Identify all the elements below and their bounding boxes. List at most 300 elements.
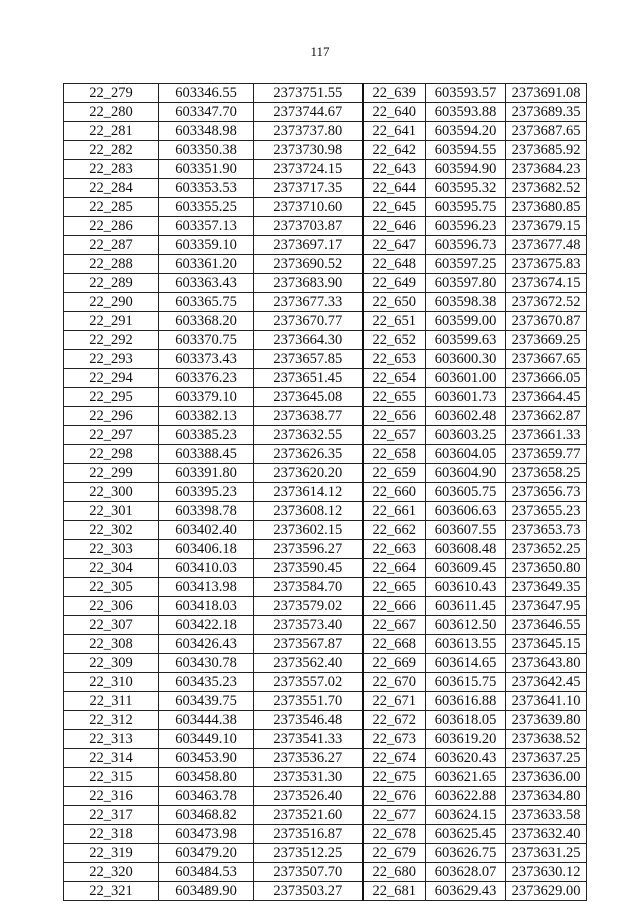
y-coordinate-cell: 2373634.80 bbox=[506, 787, 587, 806]
table-row bbox=[64, 882, 587, 901]
table-row bbox=[64, 388, 587, 407]
point-id-cell: 22_666 bbox=[363, 597, 426, 616]
y-coordinate-cell: 2373666.05 bbox=[506, 369, 587, 388]
x-coordinate-cell: 603359.10 bbox=[159, 236, 254, 255]
point-id-cell: 22_302 bbox=[64, 521, 159, 540]
x-coordinate-cell: 603597.80 bbox=[426, 274, 506, 293]
point-id-cell: 22_303 bbox=[64, 540, 159, 559]
x-coordinate-cell: 603373.43 bbox=[159, 350, 254, 369]
point-id-cell: 22_674 bbox=[363, 749, 426, 768]
y-coordinate-cell: 2373567.87 bbox=[254, 635, 363, 654]
y-coordinate-cell: 2373653.73 bbox=[506, 521, 587, 540]
y-coordinate-cell: 2373630.12 bbox=[506, 863, 587, 882]
point-id-cell: 22_308 bbox=[64, 635, 159, 654]
point-id-cell: 22_300 bbox=[64, 483, 159, 502]
x-coordinate-cell: 603370.75 bbox=[159, 331, 254, 350]
point-id-cell: 22_306 bbox=[64, 597, 159, 616]
point-id-cell: 22_664 bbox=[363, 559, 426, 578]
x-coordinate-cell: 603363.43 bbox=[159, 274, 254, 293]
point-id-cell: 22_678 bbox=[363, 825, 426, 844]
x-coordinate-cell: 603361.20 bbox=[159, 255, 254, 274]
x-coordinate-cell: 603615.75 bbox=[426, 673, 506, 692]
point-id-cell: 22_660 bbox=[363, 483, 426, 502]
y-coordinate-cell: 2373516.87 bbox=[254, 825, 363, 844]
y-coordinate-cell: 2373526.40 bbox=[254, 787, 363, 806]
page-number: 117 bbox=[310, 44, 330, 59]
coordinate-table-body bbox=[64, 84, 587, 901]
point-id-cell: 22_282 bbox=[64, 141, 159, 160]
point-id-cell: 22_288 bbox=[64, 255, 159, 274]
y-coordinate-cell: 2373646.55 bbox=[506, 616, 587, 635]
y-coordinate-cell: 2373637.25 bbox=[506, 749, 587, 768]
y-coordinate-cell: 2373680.85 bbox=[506, 198, 587, 217]
table-row bbox=[64, 711, 587, 730]
y-coordinate-cell: 2373642.45 bbox=[506, 673, 587, 692]
y-coordinate-cell: 2373631.25 bbox=[506, 844, 587, 863]
x-coordinate-cell: 603489.90 bbox=[159, 882, 254, 901]
x-coordinate-cell: 603620.43 bbox=[426, 749, 506, 768]
x-coordinate-cell: 603599.00 bbox=[426, 312, 506, 331]
y-coordinate-cell: 2373645.08 bbox=[254, 388, 363, 407]
y-coordinate-cell: 2373590.45 bbox=[254, 559, 363, 578]
point-id-cell: 22_647 bbox=[363, 236, 426, 255]
table-row bbox=[64, 293, 587, 312]
point-id-cell: 22_321 bbox=[64, 882, 159, 901]
x-coordinate-cell: 603601.73 bbox=[426, 388, 506, 407]
y-coordinate-cell: 2373638.77 bbox=[254, 407, 363, 426]
y-coordinate-cell: 2373503.27 bbox=[254, 882, 363, 901]
y-coordinate-cell: 2373658.25 bbox=[506, 464, 587, 483]
x-coordinate-cell: 603458.80 bbox=[159, 768, 254, 787]
x-coordinate-cell: 603629.43 bbox=[426, 882, 506, 901]
x-coordinate-cell: 603388.45 bbox=[159, 445, 254, 464]
x-coordinate-cell: 603622.88 bbox=[426, 787, 506, 806]
x-coordinate-cell: 603463.78 bbox=[159, 787, 254, 806]
y-coordinate-cell: 2373670.77 bbox=[254, 312, 363, 331]
y-coordinate-cell: 2373661.33 bbox=[506, 426, 587, 445]
table-row bbox=[64, 331, 587, 350]
point-id-cell: 22_644 bbox=[363, 179, 426, 198]
point-id-cell: 22_649 bbox=[363, 274, 426, 293]
table-row bbox=[64, 540, 587, 559]
point-id-cell: 22_314 bbox=[64, 749, 159, 768]
table-row bbox=[64, 559, 587, 578]
y-coordinate-cell: 2373689.35 bbox=[506, 103, 587, 122]
y-coordinate-cell: 2373643.80 bbox=[506, 654, 587, 673]
table-row bbox=[64, 654, 587, 673]
y-coordinate-cell: 2373531.30 bbox=[254, 768, 363, 787]
y-coordinate-cell: 2373690.52 bbox=[254, 255, 363, 274]
x-coordinate-cell: 603602.48 bbox=[426, 407, 506, 426]
point-id-cell: 22_654 bbox=[363, 369, 426, 388]
x-coordinate-cell: 603601.00 bbox=[426, 369, 506, 388]
point-id-cell: 22_665 bbox=[363, 578, 426, 597]
point-id-cell: 22_281 bbox=[64, 122, 159, 141]
x-coordinate-cell: 603595.75 bbox=[426, 198, 506, 217]
table-row bbox=[64, 236, 587, 255]
y-coordinate-cell: 2373724.15 bbox=[254, 160, 363, 179]
x-coordinate-cell: 603357.13 bbox=[159, 217, 254, 236]
y-coordinate-cell: 2373687.65 bbox=[506, 122, 587, 141]
x-coordinate-cell: 603473.98 bbox=[159, 825, 254, 844]
point-id-cell: 22_286 bbox=[64, 217, 159, 236]
point-id-cell: 22_295 bbox=[64, 388, 159, 407]
x-coordinate-cell: 603610.43 bbox=[426, 578, 506, 597]
x-coordinate-cell: 603410.03 bbox=[159, 559, 254, 578]
y-coordinate-cell: 2373697.17 bbox=[254, 236, 363, 255]
table-row bbox=[64, 160, 587, 179]
point-id-cell: 22_673 bbox=[363, 730, 426, 749]
point-id-cell: 22_643 bbox=[363, 160, 426, 179]
point-id-cell: 22_661 bbox=[363, 502, 426, 521]
point-id-cell: 22_655 bbox=[363, 388, 426, 407]
y-coordinate-cell: 2373608.12 bbox=[254, 502, 363, 521]
table-row bbox=[64, 597, 587, 616]
x-coordinate-cell: 603625.45 bbox=[426, 825, 506, 844]
x-coordinate-cell: 603595.32 bbox=[426, 179, 506, 198]
x-coordinate-cell: 603606.63 bbox=[426, 502, 506, 521]
x-coordinate-cell: 603379.10 bbox=[159, 388, 254, 407]
point-id-cell: 22_648 bbox=[363, 255, 426, 274]
x-coordinate-cell: 603382.13 bbox=[159, 407, 254, 426]
point-id-cell: 22_298 bbox=[64, 445, 159, 464]
y-coordinate-cell: 2373645.15 bbox=[506, 635, 587, 654]
point-id-cell: 22_642 bbox=[363, 141, 426, 160]
table-row bbox=[64, 84, 587, 103]
x-coordinate-cell: 603612.50 bbox=[426, 616, 506, 635]
table-row bbox=[64, 179, 587, 198]
y-coordinate-cell: 2373638.52 bbox=[506, 730, 587, 749]
point-id-cell: 22_680 bbox=[363, 863, 426, 882]
y-coordinate-cell: 2373579.02 bbox=[254, 597, 363, 616]
point-id-cell: 22_319 bbox=[64, 844, 159, 863]
point-id-cell: 22_315 bbox=[64, 768, 159, 787]
table-row bbox=[64, 217, 587, 236]
y-coordinate-cell: 2373596.27 bbox=[254, 540, 363, 559]
y-coordinate-cell: 2373691.08 bbox=[506, 84, 587, 103]
y-coordinate-cell: 2373636.00 bbox=[506, 768, 587, 787]
x-coordinate-cell: 603613.55 bbox=[426, 635, 506, 654]
table-row bbox=[64, 369, 587, 388]
x-coordinate-cell: 603600.30 bbox=[426, 350, 506, 369]
y-coordinate-cell: 2373632.40 bbox=[506, 825, 587, 844]
point-id-cell: 22_316 bbox=[64, 787, 159, 806]
x-coordinate-cell: 603596.23 bbox=[426, 217, 506, 236]
x-coordinate-cell: 603435.23 bbox=[159, 673, 254, 692]
y-coordinate-cell: 2373737.80 bbox=[254, 122, 363, 141]
point-id-cell: 22_640 bbox=[363, 103, 426, 122]
x-coordinate-cell: 603346.55 bbox=[159, 84, 254, 103]
y-coordinate-cell: 2373682.52 bbox=[506, 179, 587, 198]
y-coordinate-cell: 2373557.02 bbox=[254, 673, 363, 692]
x-coordinate-cell: 603355.25 bbox=[159, 198, 254, 217]
x-coordinate-cell: 603597.25 bbox=[426, 255, 506, 274]
y-coordinate-cell: 2373684.23 bbox=[506, 160, 587, 179]
x-coordinate-cell: 603468.82 bbox=[159, 806, 254, 825]
table-row bbox=[64, 787, 587, 806]
table-row bbox=[64, 730, 587, 749]
y-coordinate-cell: 2373602.15 bbox=[254, 521, 363, 540]
y-coordinate-cell: 2373677.33 bbox=[254, 293, 363, 312]
x-coordinate-cell: 603413.98 bbox=[159, 578, 254, 597]
y-coordinate-cell: 2373649.35 bbox=[506, 578, 587, 597]
point-id-cell: 22_284 bbox=[64, 179, 159, 198]
x-coordinate-cell: 603604.90 bbox=[426, 464, 506, 483]
x-coordinate-cell: 603350.38 bbox=[159, 141, 254, 160]
x-coordinate-cell: 603607.55 bbox=[426, 521, 506, 540]
table-row bbox=[64, 464, 587, 483]
point-id-cell: 22_283 bbox=[64, 160, 159, 179]
table-row bbox=[64, 198, 587, 217]
y-coordinate-cell: 2373703.87 bbox=[254, 217, 363, 236]
x-coordinate-cell: 603628.07 bbox=[426, 863, 506, 882]
y-coordinate-cell: 2373662.87 bbox=[506, 407, 587, 426]
y-coordinate-cell: 2373521.60 bbox=[254, 806, 363, 825]
y-coordinate-cell: 2373664.30 bbox=[254, 331, 363, 350]
point-id-cell: 22_293 bbox=[64, 350, 159, 369]
table-row bbox=[64, 806, 587, 825]
y-coordinate-cell: 2373647.95 bbox=[506, 597, 587, 616]
table-row bbox=[64, 426, 587, 445]
x-coordinate-cell: 603611.45 bbox=[426, 597, 506, 616]
x-coordinate-cell: 603609.45 bbox=[426, 559, 506, 578]
y-coordinate-cell: 2373614.12 bbox=[254, 483, 363, 502]
point-id-cell: 22_672 bbox=[363, 711, 426, 730]
table-row bbox=[64, 578, 587, 597]
y-coordinate-cell: 2373655.23 bbox=[506, 502, 587, 521]
y-coordinate-cell: 2373659.77 bbox=[506, 445, 587, 464]
point-id-cell: 22_287 bbox=[64, 236, 159, 255]
x-coordinate-cell: 603484.53 bbox=[159, 863, 254, 882]
point-id-cell: 22_669 bbox=[363, 654, 426, 673]
x-coordinate-cell: 603603.25 bbox=[426, 426, 506, 445]
point-id-cell: 22_310 bbox=[64, 673, 159, 692]
y-coordinate-cell: 2373657.85 bbox=[254, 350, 363, 369]
y-coordinate-cell: 2373512.25 bbox=[254, 844, 363, 863]
point-id-cell: 22_312 bbox=[64, 711, 159, 730]
point-id-cell: 22_639 bbox=[363, 84, 426, 103]
x-coordinate-cell: 603402.40 bbox=[159, 521, 254, 540]
x-coordinate-cell: 603368.20 bbox=[159, 312, 254, 331]
x-coordinate-cell: 603385.23 bbox=[159, 426, 254, 445]
y-coordinate-cell: 2373536.27 bbox=[254, 749, 363, 768]
x-coordinate-cell: 603605.75 bbox=[426, 483, 506, 502]
y-coordinate-cell: 2373677.48 bbox=[506, 236, 587, 255]
coordinate-table bbox=[63, 83, 587, 901]
point-id-cell: 22_645 bbox=[363, 198, 426, 217]
x-coordinate-cell: 603398.78 bbox=[159, 502, 254, 521]
point-id-cell: 22_309 bbox=[64, 654, 159, 673]
point-id-cell: 22_297 bbox=[64, 426, 159, 445]
point-id-cell: 22_657 bbox=[363, 426, 426, 445]
x-coordinate-cell: 603418.03 bbox=[159, 597, 254, 616]
point-id-cell: 22_289 bbox=[64, 274, 159, 293]
y-coordinate-cell: 2373651.45 bbox=[254, 369, 363, 388]
point-id-cell: 22_285 bbox=[64, 198, 159, 217]
y-coordinate-cell: 2373744.67 bbox=[254, 103, 363, 122]
table-row bbox=[64, 141, 587, 160]
point-id-cell: 22_651 bbox=[363, 312, 426, 331]
x-coordinate-cell: 603599.63 bbox=[426, 331, 506, 350]
x-coordinate-cell: 603594.20 bbox=[426, 122, 506, 141]
point-id-cell: 22_279 bbox=[64, 84, 159, 103]
x-coordinate-cell: 603395.23 bbox=[159, 483, 254, 502]
x-coordinate-cell: 603422.18 bbox=[159, 616, 254, 635]
table-row bbox=[64, 445, 587, 464]
y-coordinate-cell: 2373632.55 bbox=[254, 426, 363, 445]
table-row bbox=[64, 312, 587, 331]
x-coordinate-cell: 603621.65 bbox=[426, 768, 506, 787]
y-coordinate-cell: 2373639.80 bbox=[506, 711, 587, 730]
x-coordinate-cell: 603365.75 bbox=[159, 293, 254, 312]
point-id-cell: 22_653 bbox=[363, 350, 426, 369]
y-coordinate-cell: 2373562.40 bbox=[254, 654, 363, 673]
table-row bbox=[64, 407, 587, 426]
point-id-cell: 22_663 bbox=[363, 540, 426, 559]
point-id-cell: 22_662 bbox=[363, 521, 426, 540]
table-row bbox=[64, 635, 587, 654]
x-coordinate-cell: 603479.20 bbox=[159, 844, 254, 863]
point-id-cell: 22_667 bbox=[363, 616, 426, 635]
point-id-cell: 22_304 bbox=[64, 559, 159, 578]
table-row bbox=[64, 255, 587, 274]
point-id-cell: 22_320 bbox=[64, 863, 159, 882]
x-coordinate-cell: 603391.80 bbox=[159, 464, 254, 483]
x-coordinate-cell: 603614.65 bbox=[426, 654, 506, 673]
y-coordinate-cell: 2373672.52 bbox=[506, 293, 587, 312]
x-coordinate-cell: 603604.05 bbox=[426, 445, 506, 464]
y-coordinate-cell: 2373546.48 bbox=[254, 711, 363, 730]
point-id-cell: 22_658 bbox=[363, 445, 426, 464]
point-id-cell: 22_280 bbox=[64, 103, 159, 122]
y-coordinate-cell: 2373675.83 bbox=[506, 255, 587, 274]
x-coordinate-cell: 603430.78 bbox=[159, 654, 254, 673]
x-coordinate-cell: 603596.73 bbox=[426, 236, 506, 255]
point-id-cell: 22_659 bbox=[363, 464, 426, 483]
point-id-cell: 22_299 bbox=[64, 464, 159, 483]
table-row bbox=[64, 616, 587, 635]
y-coordinate-cell: 2373710.60 bbox=[254, 198, 363, 217]
y-coordinate-cell: 2373652.25 bbox=[506, 540, 587, 559]
point-id-cell: 22_294 bbox=[64, 369, 159, 388]
point-id-cell: 22_677 bbox=[363, 806, 426, 825]
x-coordinate-cell: 603626.75 bbox=[426, 844, 506, 863]
x-coordinate-cell: 603593.57 bbox=[426, 84, 506, 103]
y-coordinate-cell: 2373626.35 bbox=[254, 445, 363, 464]
y-coordinate-cell: 2373629.00 bbox=[506, 882, 587, 901]
x-coordinate-cell: 603406.18 bbox=[159, 540, 254, 559]
x-coordinate-cell: 603426.43 bbox=[159, 635, 254, 654]
point-id-cell: 22_671 bbox=[363, 692, 426, 711]
point-id-cell: 22_676 bbox=[363, 787, 426, 806]
point-id-cell: 22_296 bbox=[64, 407, 159, 426]
table-row bbox=[64, 825, 587, 844]
point-id-cell: 22_313 bbox=[64, 730, 159, 749]
y-coordinate-cell: 2373507.70 bbox=[254, 863, 363, 882]
table-row bbox=[64, 274, 587, 293]
point-id-cell: 22_307 bbox=[64, 616, 159, 635]
table-row bbox=[64, 350, 587, 369]
x-coordinate-cell: 603376.23 bbox=[159, 369, 254, 388]
y-coordinate-cell: 2373674.15 bbox=[506, 274, 587, 293]
y-coordinate-cell: 2373620.20 bbox=[254, 464, 363, 483]
y-coordinate-cell: 2373650.80 bbox=[506, 559, 587, 578]
point-id-cell: 22_292 bbox=[64, 331, 159, 350]
x-coordinate-cell: 603618.05 bbox=[426, 711, 506, 730]
y-coordinate-cell: 2373664.45 bbox=[506, 388, 587, 407]
y-coordinate-cell: 2373679.15 bbox=[506, 217, 587, 236]
point-id-cell: 22_675 bbox=[363, 768, 426, 787]
table-row bbox=[64, 749, 587, 768]
y-coordinate-cell: 2373670.87 bbox=[506, 312, 587, 331]
y-coordinate-cell: 2373551.70 bbox=[254, 692, 363, 711]
x-coordinate-cell: 603439.75 bbox=[159, 692, 254, 711]
y-coordinate-cell: 2373717.35 bbox=[254, 179, 363, 198]
y-coordinate-cell: 2373730.98 bbox=[254, 141, 363, 160]
x-coordinate-cell: 603616.88 bbox=[426, 692, 506, 711]
y-coordinate-cell: 2373685.92 bbox=[506, 141, 587, 160]
point-id-cell: 22_646 bbox=[363, 217, 426, 236]
point-id-cell: 22_656 bbox=[363, 407, 426, 426]
x-coordinate-cell: 603347.70 bbox=[159, 103, 254, 122]
x-coordinate-cell: 603348.98 bbox=[159, 122, 254, 141]
table-row bbox=[64, 483, 587, 502]
table-row bbox=[64, 863, 587, 882]
x-coordinate-cell: 603594.55 bbox=[426, 141, 506, 160]
table-row bbox=[64, 673, 587, 692]
x-coordinate-cell: 603351.90 bbox=[159, 160, 254, 179]
point-id-cell: 22_681 bbox=[363, 882, 426, 901]
point-id-cell: 22_670 bbox=[363, 673, 426, 692]
point-id-cell: 22_668 bbox=[363, 635, 426, 654]
y-coordinate-cell: 2373641.10 bbox=[506, 692, 587, 711]
table-row bbox=[64, 692, 587, 711]
x-coordinate-cell: 603453.90 bbox=[159, 749, 254, 768]
x-coordinate-cell: 603594.90 bbox=[426, 160, 506, 179]
y-coordinate-cell: 2373633.58 bbox=[506, 806, 587, 825]
point-id-cell: 22_641 bbox=[363, 122, 426, 141]
point-id-cell: 22_317 bbox=[64, 806, 159, 825]
table-row bbox=[64, 521, 587, 540]
x-coordinate-cell: 603593.88 bbox=[426, 103, 506, 122]
point-id-cell: 22_311 bbox=[64, 692, 159, 711]
x-coordinate-cell: 603598.38 bbox=[426, 293, 506, 312]
table-row bbox=[64, 103, 587, 122]
table-row bbox=[64, 122, 587, 141]
x-coordinate-cell: 603624.15 bbox=[426, 806, 506, 825]
y-coordinate-cell: 2373751.55 bbox=[254, 84, 363, 103]
y-coordinate-cell: 2373683.90 bbox=[254, 274, 363, 293]
point-id-cell: 22_290 bbox=[64, 293, 159, 312]
x-coordinate-cell: 603444.38 bbox=[159, 711, 254, 730]
point-id-cell: 22_318 bbox=[64, 825, 159, 844]
point-id-cell: 22_652 bbox=[363, 331, 426, 350]
point-id-cell: 22_305 bbox=[64, 578, 159, 597]
x-coordinate-cell: 603449.10 bbox=[159, 730, 254, 749]
y-coordinate-cell: 2373573.40 bbox=[254, 616, 363, 635]
x-coordinate-cell: 603608.48 bbox=[426, 540, 506, 559]
point-id-cell: 22_650 bbox=[363, 293, 426, 312]
table-row bbox=[64, 844, 587, 863]
y-coordinate-cell: 2373669.25 bbox=[506, 331, 587, 350]
point-id-cell: 22_301 bbox=[64, 502, 159, 521]
point-id-cell: 22_291 bbox=[64, 312, 159, 331]
point-id-cell: 22_679 bbox=[363, 844, 426, 863]
table-row bbox=[64, 768, 587, 787]
table-row bbox=[64, 502, 587, 521]
y-coordinate-cell: 2373541.33 bbox=[254, 730, 363, 749]
y-coordinate-cell: 2373667.65 bbox=[506, 350, 587, 369]
